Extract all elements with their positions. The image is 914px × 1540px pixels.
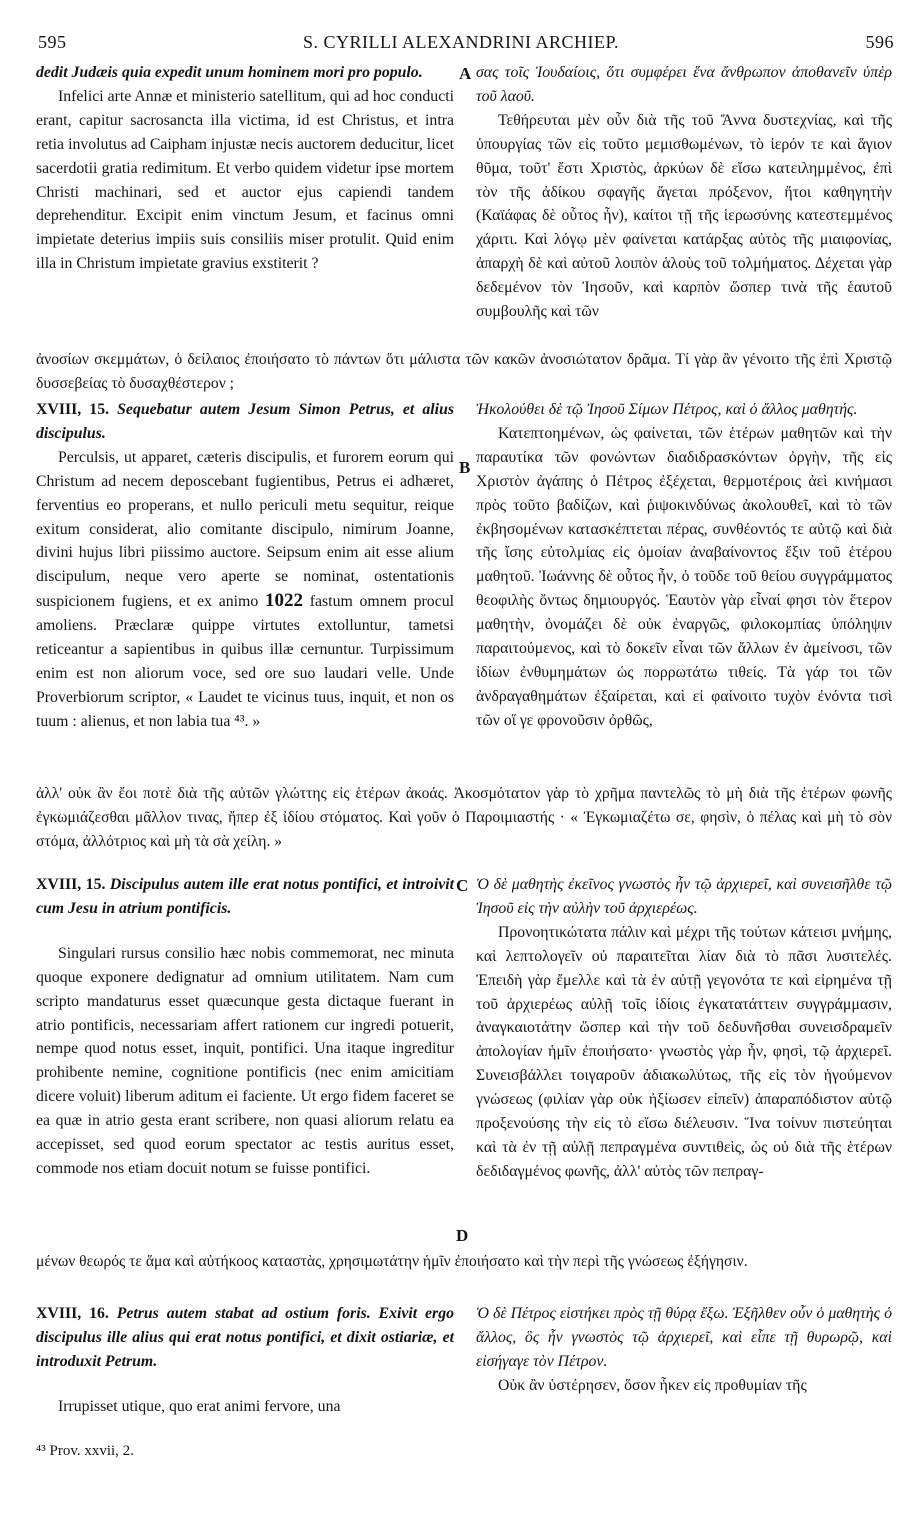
greek-paragraph-3: Προνοητικώτατα πάλιν καὶ μέχρι τῆς τούτων κάτεισι μνήμης, καὶ λεπτολογεῖν οὐ παραιτεῖται λίαν διὰ τὸ πᾶσι λυσιτελές. Ἐπειδὴ γὰρ ἔμελλε καὶ τὰ ἐν αὐτῇ γεγονότα τε καὶ εἰρημένα τῇ τοῦ ἀρχιερέως αὐλῇ τοῖς ἰδίοις ἐγκατατάττειν συγγράμμασιν, ἀναγκαιοτάτην ὥσπερ καὶ τὴν τοῦ δεδυνῆσθαι συνεισδραμεῖν ἀπολογίαν ἡμῖν ἐποιήσατο· γνωστὸς γὰρ ἦν, φησὶ, τῷ ἀρχιερεῖ. Συνεισβάλλει τοιγαροῦν ἀδιακωλύτως, τῆς εἰς τὸν ἡγούμενον γνώσεως (φιλίαν γὰρ οὐκ ἠξίωσεν εἰπεῖν) ἀπαραπόδιστον αὐτῷ προξενούσης τὴν εἰς τὸ εἴσω διέλευσιν. Ἵνα τοίνυν πιστεύηται καὶ τὰ ἐν τῇ αὐλῇ πεπραγμένα συντιθεὶς, ὡς οὐ διὰ τῆς ἑτέρων δεδιδαγμένος φωνῆς, ἀλλ' αὐτὸς τῶν πεπραγ- xyxy=(476,923,892,1180)
greek-column-3 xyxy=(476,873,892,1184)
greek-column-4 xyxy=(476,1302,892,1398)
margin-letter-d: D xyxy=(456,1226,469,1245)
greek-paragraph-2: Κατεπτοημένων, ὡς φαίνεται, τῶν ἑτέρων μαθητῶν καὶ τὴν παραυτίκα τῶν φονώντων διαδιδρασκόντων ὀργὴν, τῆς εἰς Χριστὸν ἀγάπης ὁ Πέτρος ἐξέχεται, θερμοτέροις ἀεὶ κινήμασι πρὸς τοῦτο βαδίζων, καὶ ῥιψοκινδύνως ἀκολουθεῖ, καὶ τὸ τῶν ἐκβησομένων κατασκέπτεται πέρας, συνθέοντός τε αὐτῷ καὶ διὰ τῆς ἴσης εὐτολμίας εἰς ὁμοίαν ἀναβαίνοντος ἕξιν τοῦ ἑτέρου μαθητοῦ. Ἰωάννης δὲ οὗτος ἦν, ὁ τοῦδε τοῦ θείου συγγράμματος θεοφιλὴς ὄντως δημιουργός. Ἑαυτὸν γὰρ εἶναί φησι τὸν ἕτερον μαθητὴν, ὀνομάζει δὲ οὐκ ἐναργῶς, φιλοκομπίας ὑπόληψιν παραιτούμενος, καὶ τὸ δοκεῖν εἶναι τῶν ἄλλων ἐν ἀμείνοσι, τῶν ἰδίων ἐνθυμημάτων ὡς πορρωτάτω τιθείς. Τὰ γάρ τοι τῶν ἀνδραγαθημάτων ἐξαίρεται, καὶ εἰ φαίνοιτο τυχὸν ἐνόντα τισὶ τῶν οἵ γε φρονοῦσιν ὀρθῶς, xyxy=(476,424,892,729)
latin-column-3 xyxy=(36,873,454,1181)
greek-intro-1: σας τοῖς Ἰουδαίοις, ὅτι συμφέρει ἕνα ἄνθρωπον ἀποθανεῖν ὑπὲρ τοῦ λαοῦ. xyxy=(476,64,892,105)
latin-paragraph-2 xyxy=(36,446,454,734)
greek-paragraph-4: Οὐκ ἂν ὑστέρησεν, ὅσον ἧκεν εἰς προθυμίαν τῆς xyxy=(498,1376,807,1394)
margin-letter-a: A xyxy=(459,64,472,83)
margin-letter-c: C xyxy=(456,876,469,895)
greek-paragraph-1: Τεθήρευται μὲν οὖν διὰ τῆς τοῦ Ἄννα δυστεχνίας, καὶ τῆς ὑπουργίας τῶν εἰς τοῦτο μεμισθωμένων, τὸ ἱερόν τε καὶ ἅγιον θῦμα, τοῦτ' ἔστι Χριστὸς, ἀρκύων δὲ εἴσω κατειλημμένος, ἐπὶ τὸν τῆς ἀδίκου σφαγῆς ἄγεται πρόξενον, ἤτοι καθηγητὴν (Καϊάφας δὲ οὗτος ἦν), καίτοι τῇ τῆς ἱερωσύνης κατεστεμμένος χάριτι. Καὶ λόγῳ μὲν φαίνεται κατάρξας αὐτὸς τῆς μιαιφονίας, ἀπαρχὴ δὲ καὶ αὐτοῦ λοιπὸν ἁλοὺς τοῦ τολμήματος. Δέχεται γὰρ δεδεμένον τὸν Ἰησοῦν, καὶ καρπὸν ὥσπερ τινὰ τῆς ἑαυτοῦ συμβουλῆς καὶ τῶν xyxy=(476,111,892,321)
latin-lemma-3 xyxy=(36,873,454,921)
latin-ref-2: XVIII, 15. xyxy=(36,401,110,418)
latin-lemma-text-4: Petrus autem stabat ad ostium foris. Exivit ergo discipulus ille alius qui erat notus pontifici, et dixit ostiariæ, et introduxit Petrum. xyxy=(36,1305,454,1370)
latin-lemma-4 xyxy=(36,1302,454,1374)
greek-column-1 xyxy=(476,61,892,324)
latin-intro-1: dedit Judæis quia expedit unum hominem mori pro populo. xyxy=(36,64,423,81)
latin-column-4 xyxy=(36,1302,454,1419)
greek-column-2 xyxy=(476,398,892,733)
latin-paragraph-2b: fastum omnem procul amoliens. Præclaræ quippe virtutes extolluntur, tametsi reticeantur a sapientibus in quibus illæ cernuntur. Turpissimum enim est non aliorum voce, sed ore suo laudari velle. Unde Proverbiorum scriptor, « Laudet te vicinus tuus, inquit, et non os tuum : alienus, et non labia tua ⁴³. » xyxy=(36,593,455,730)
latin-lemma-2 xyxy=(36,398,454,446)
latin-paragraph-4: Irrupisset utique, quo erat animi fervore, una xyxy=(58,1397,341,1415)
greek-intro-4: Ὁ δὲ Πέτρος εἱστήκει πρὸς τῇ θύρᾳ ἔξω. Ἐξῆλθεν οὖν ὁ μαθητὴς ὁ ἄλλος, ὃς ἦν γνωστὸς τῷ ἀρχιερεῖ, καὶ εἶπε τῇ θυρωρῷ, καὶ εἰσήγαγε τὸν Πέτρον. xyxy=(476,1305,892,1370)
latin-paragraph-3: Singulari rursus consilio hæc nobis commemorat, nec minuta quoque exponere dedignatur ad omnium utilitatem. Nam cum scripto mandaturus esset quæcunque gesta dictaque fuerant in atrio pontificis, necessariam affert rationem cur ingredi potuerit, nempe quod notus esset, inquit, pontifici. Una itaque ingreditur prohibente nemine, cognitione pontificis (nec enim amicitiam dicere voluit) liberum aditum ei faciente. Ut ergo fidem faceret se ea quæ in atrio gesta erant scribere, non quasi aliorum relatu ea accepisset, sed quod eorum spectator ac testis auritus esset, commode nos etiam docuit notum se fuisse pontifici. xyxy=(36,944,454,1177)
page-number-right: 596 xyxy=(865,32,894,52)
greek-intro-2: Ἠκολούθει δὲ τῷ Ἰησοῦ Σίμων Πέτρος, καὶ ὁ ἄλλος μαθητής. xyxy=(476,401,858,418)
latin-lemma-text-2: Sequebatur autem Jesum Simon Petrus, et alius discipulus. xyxy=(36,401,455,442)
latin-column-1 xyxy=(36,61,454,276)
latin-ref-4: XVIII, 16. xyxy=(36,1305,109,1322)
page-number-left: 595 xyxy=(38,32,67,52)
running-title: S. CYRILLI ALEXANDRINI ARCHIEP. xyxy=(302,32,619,52)
column-number-1022: 1022 xyxy=(265,590,303,612)
greek-full-width-1: ἀνοσίων σκεμμάτων, ὁ δείλαιος ἐποιήσατο τὸ πάντων ὅτι μάλιστα τῶν κακῶν ἀνοσιώτατον δρᾶμα. Τί γὰρ ἂν γένοιτο τῆς ἐπὶ Χριστῷ δυσσεβείας τὸ δυσαχθέστερον ; xyxy=(36,351,892,392)
running-header xyxy=(28,32,894,58)
latin-paragraph-2a: Perculsis, ut apparet, cæteris discipulis, et furorem eorum qui Christum ad necem deposcebant fugientibus, Petrus ei adhæret, ferventius eo properans, et nullo periculi metu sequitur, reique exitum considerat, alio comitante discipulo, nimirum Joanne, divini hujus libri piissimo auctore. Seipsum enim ait esse alium discipulum, neque vero aperte se nominat, ostentationis suspicionem fugiens, et ex animo xyxy=(36,448,454,611)
latin-paragraph-1: Infelici arte Annæ et ministerio satellitum, qui ad hoc conducti erant, capitur sacrosancta illa victima, id est Christus, et intra retia involutus ad Caipham injustæ necis auctorem deducitur, licet sacerdotii gratia redimitum. Et verbo quidem videtur ipse mortem Christi machinari, sed et auctor ejus capiendi tandem deprehenditur. Excipit enim vinctum Jesum, et facinus omni impietate deterius impiis suis consiliis miser protulit. Quid enim illa in Christum impietate gravius exstiterit ? xyxy=(36,87,454,273)
footnote: ⁴³ Prov. xxvii, 2. xyxy=(36,1443,134,1459)
greek-full-width-3: μένων θεωρός τε ἅμα καὶ αὐτήκοος καταστὰς, χρησιμωτάτην ἡμῖν ἐποιήσατο καὶ τὴν περὶ τῆς γνώσεως ἐξήγησιν. xyxy=(36,1253,748,1270)
greek-full-width-2: ἀλλ' οὐκ ἂν ἔοι ποτὲ διὰ τῆς αὐτῶν γλώττης εἰς ἑτέρων ἀκοάς. Ἀκοσμότατον γὰρ τὸ χρῆμα παντελῶς τὸ μὴ διὰ τῆς ἑτέρων φωνῆς ἐγκωμιάζεσθαι μᾶλλον τινας, ἤπερ ἐξ ἰδίου στόματος. Καὶ γοῦν ὁ Παροιμιαστής · « Ἐγκωμιαζέτω σε, φησὶν, ὁ πέλας καὶ μὴ τὸ σὸν στόμα, ἀλλότριος καὶ μὴ τὰ σὰ χείλη. » xyxy=(36,785,892,850)
latin-lemma-text-3: Discipulus autem ille erat notus pontifici, et introivit cum Jesu in atrium pontificis. xyxy=(36,876,455,917)
margin-letter-b: B xyxy=(459,458,471,477)
latin-column-2 xyxy=(36,398,454,734)
greek-intro-3: Ὁ δὲ μαθητὴς ἐκεῖνος γνωστὸς ἦν τῷ ἀρχιερεῖ, καὶ συνεισῆλθε τῷ Ἰησοῦ εἰς τὴν αὐλὴν τοῦ ἀρχιερέως. xyxy=(476,876,892,917)
latin-ref-3: XVIII, 15. xyxy=(36,876,106,893)
